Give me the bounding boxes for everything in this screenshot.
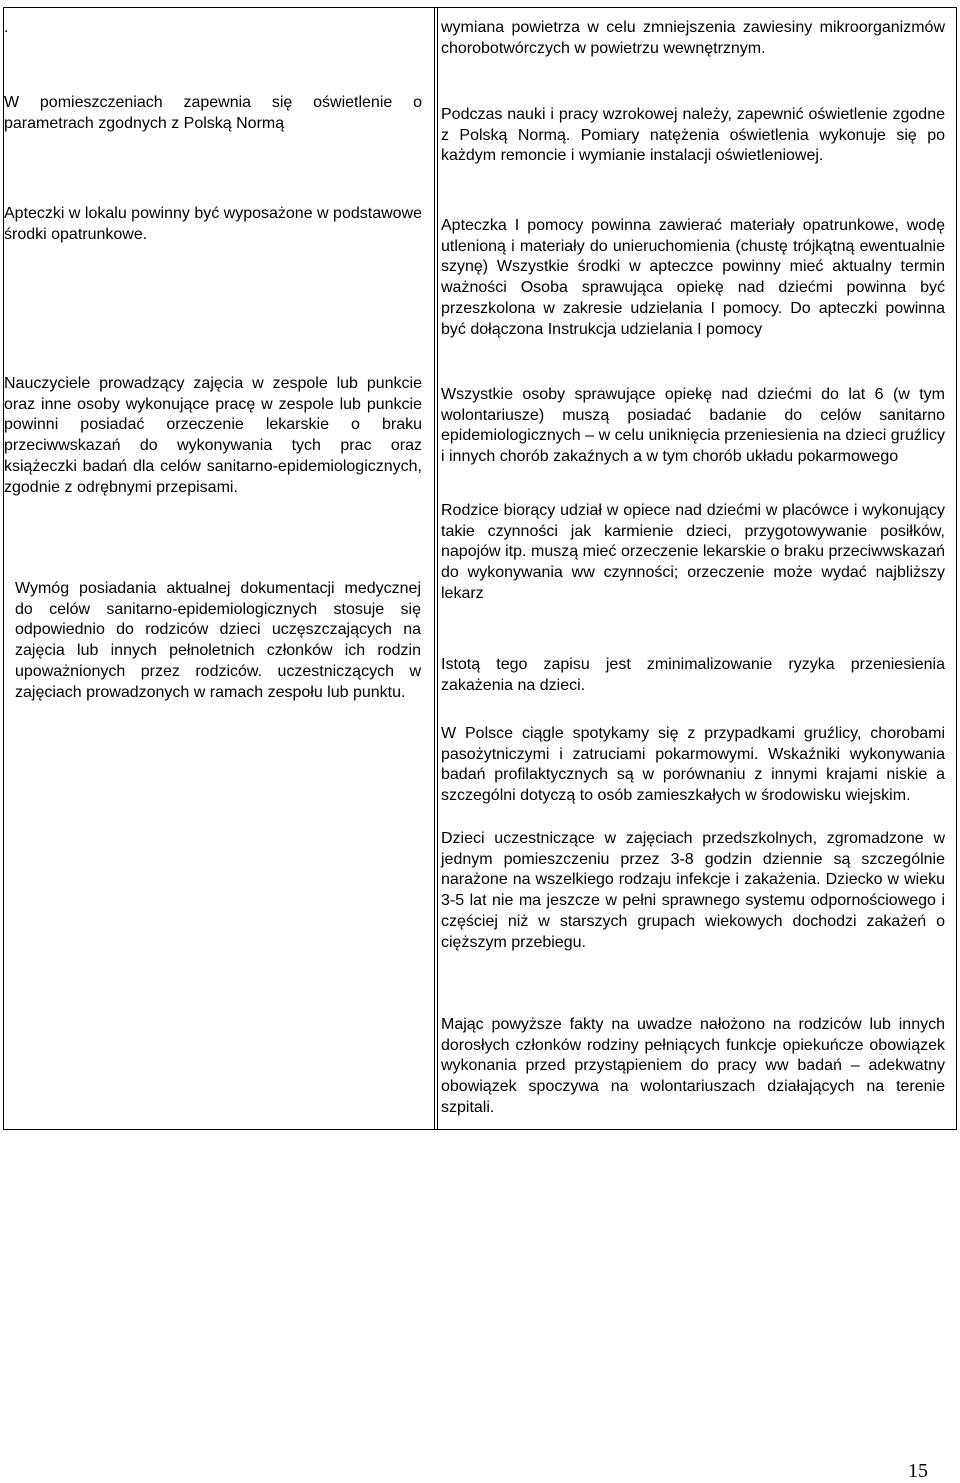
left-documentation-text: Wymóg posiadania aktualnej dokumentacji medycznej do celów sanitarno-epidemiologicznych stosuje się odpowiednio do rodziców dzieci uczęszczających na zajęcia lub innych pełnoletnich członków ich rodzin upoważnionych przez rodziców. uczestniczących w zajęciach prowadzonych w ramach zespołu lub punktu. (15, 580, 421, 701)
right-first-aid-text: Apteczka I pomocy powinna zawierać materiały opatrunkowe, wodę utlenioną i materiały do unieruchomienia (chustę trójkątną ewentualnie szynę) Wszystkie środki w apteczce powinny mieć aktualny termin ważności Osoba sprawująca opiekę nad dziećmi powinna być przeszkolona w zakresie udzielania I pomocy. Do apteczki powinna być dołączona Instrukcja udzielania I pomocy (441, 217, 945, 338)
column-divider (437, 8, 438, 1129)
right-children-text: Dzieci uczestniczące w zajęciach przedszkolnych, zgromadzone w jednym pomieszczeniu przez 3-8 godzin dziennie są szczególnie narażone na wszelkiego rodzaju infekcje i zakażenia. Dziecko w wieku 3-5 lat nie ma jeszcze w pełni sprawnego systemu odpornościowego i częściej niż w starszych grupach wiekowych dochodzi zakażeń o cięższym przebiegu. (441, 830, 945, 951)
page-number: 15 (908, 1460, 928, 1482)
right-poland-text: W Polsce ciągle spotykamy się z przypadkami gruźlicy, chorobami pasożytniczymi i zatruciami pokarmowymi. Wskaźniki wykonywania badań profilaktycznych są w porównaniu z innymi krajami niskie a szczególni dotyczą to osób zamieszkałych w środowisku wiejskim. (441, 725, 945, 805)
right-air-text: wymiana powietrza w celu zmniejszenia zawiesiny mikroorganizmów chorobotwórczych w powietrzu wewnętrznym. (441, 19, 945, 57)
right-volunteers-text: Wszystkie osoby sprawujące opiekę nad dziećmi do lat 6 (w tym wolontariusze) muszą posiadać badanie do celów sanitarno epidemiologicznych – w celu uniknięcia przeniesienia na dzieci gruźlicy i innych chorób zakaźnych a w tym chorób układu pokarmowego (441, 386, 945, 466)
right-parents-text: Rodzice biorący udział w opiece nad dziećmi w placówce i wykonujący takie czynności jak karmienie dzieci, przygotowywanie posiłków, napojów itp. muszą mieć orzeczenie lekarskie o braku przeciwwskazań do wykonywania ww czynności; orzeczenie może wydać najbliższy lekarz (441, 502, 945, 602)
left-first-aid-text: Apteczki w lokalu powinny być wyposażone w podstawowe środki opatrunkowe. (4, 205, 422, 243)
left-lighting-text: W pomieszczeniach zapewnia się oświetlenie o parametrach zgodnych z Polską Normą (4, 94, 422, 132)
right-duty-text: Mając powyższe fakty na uwadze nałożono na rodziców lub innych dorosłych członków rodziny pełniących funkcje opiekuńcze obowiązek wykonania przed przystąpieniem do pracy ww badań – adekwatny obowiązek spoczywa na wolontariuszach działających na terenie szpitali. (441, 1016, 945, 1116)
left-dot: . (4, 19, 9, 36)
column-divider (434, 8, 435, 1129)
right-essence-text: Istotą tego zapisu jest zminimalizowanie ryzyka przeniesienia zakażenia na dzieci. (441, 656, 945, 694)
left-teachers-text: Nauczyciele prowadzący zajęcia w zespole lub punkcie oraz inne osoby wykonujące pracę w zespole lub punkcie powinni posiadać orzeczenie lekarskie o braku przeciwwskazań do wykonywania tych prac oraz książeczki badań dla celów sanitarno-epidemiologicznych, zgodnie z odrębnymi przepisami. (4, 375, 422, 496)
right-lighting-text: Podczas nauki i pracy wzrokowej należy, zapewnić oświetlenie zgodne z Polską Normą. Pomiary natężenia oświetlenia wykonuje się po każdym remoncie i wymianie instalacji oświetleniowej. (441, 106, 945, 165)
